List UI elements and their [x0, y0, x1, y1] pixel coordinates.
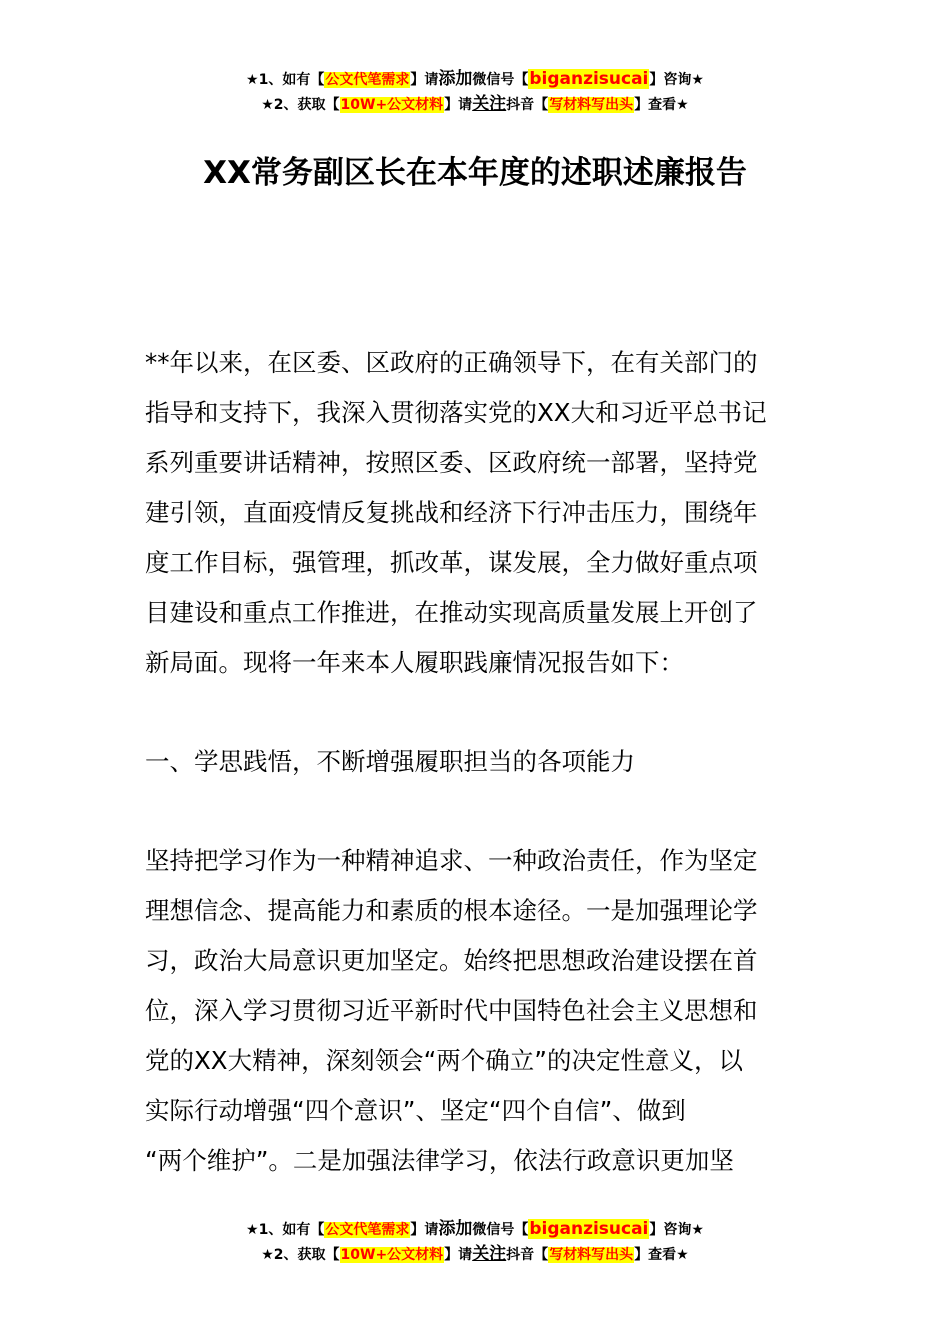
- top-banner: [0, 67, 950, 117]
- banner-line-2: [0, 1242, 950, 1267]
- text-line: 新局面。现将一年来本人履职践廉情况报告如下：: [145, 648, 684, 677]
- banner-text: ★2、获取【: [261, 97, 340, 113]
- banner-highlight: 公文代笔需求: [325, 1222, 410, 1238]
- banner-text: 】请: [444, 97, 473, 113]
- banner-wechat-id: biganzisucai: [529, 69, 649, 89]
- banner-text: ★1、如有【: [246, 72, 325, 88]
- banner-text: 】查看★: [634, 97, 689, 113]
- banner-emphasis: 关注: [472, 94, 507, 114]
- banner-text: 】咨询★: [649, 1222, 704, 1238]
- text-line: 度工作目标，强管理，抓改革，谋发展，全力做好重点项: [145, 548, 758, 577]
- banner-emphasis: 关注: [472, 1244, 507, 1264]
- text-line: 系列重要讲话精神，按照区委、区政府统一部署，坚持党: [145, 448, 758, 477]
- text-line: 建引领，直面疫情反复挑战和经济下行冲击压力，围绕年: [145, 498, 758, 527]
- banner-text: 】请: [410, 72, 439, 88]
- text-line: **年以来，在区委、区政府的正确领导下，在有关部门的: [145, 348, 758, 377]
- section-heading-1: [145, 737, 810, 787]
- banner-douyin-name: 写材料写出头: [549, 1247, 634, 1263]
- banner-text: 微信号【: [472, 1222, 529, 1238]
- section-paragraph-1: [145, 836, 810, 1186]
- banner-line-1: [0, 1217, 950, 1242]
- document-title: XX常务副区长在本年度的述职述廉报告: [203, 155, 747, 191]
- banner-text: 抖音【: [506, 97, 549, 113]
- banner-emphasis: 添加: [438, 69, 473, 89]
- text-line: 习，政治大局意识更加坚定。始终把思想政治建设摆在首: [145, 946, 758, 975]
- banner-highlight: 10W+公文材料: [340, 1247, 444, 1263]
- text-line: 位，深入学习贯彻习近平新时代中国特色社会主义思想和: [145, 996, 758, 1025]
- banner-text: 微信号【: [472, 72, 529, 88]
- text-line: “两个维护”。二是加强法律学习，依法行政意识更加坚: [145, 1146, 734, 1175]
- banner-text: 】咨询★: [649, 72, 704, 88]
- text-line: 坚持把学习作为一种精神追求、一种政治责任，作为坚定: [145, 846, 758, 875]
- banner-line-2: [0, 92, 950, 117]
- banner-text: 抖音【: [506, 1247, 549, 1263]
- banner-text: 】查看★: [634, 1247, 689, 1263]
- banner-highlight: 公文代笔需求: [325, 72, 410, 88]
- banner-douyin-name: 写材料写出头: [549, 97, 634, 113]
- text-line: 指导和支持下，我深入贯彻落实党的XX大和习近平总书记: [145, 398, 767, 427]
- banner-wechat-id: biganzisucai: [529, 1219, 649, 1239]
- banner-emphasis: 添加: [438, 1219, 473, 1239]
- intro-paragraph: [145, 338, 810, 688]
- banner-text: ★2、获取【: [261, 1247, 340, 1263]
- banner-text: 】请: [410, 1222, 439, 1238]
- text-line: 党的XX大精神，深刻领会“两个确立”的决定性意义，以: [145, 1046, 743, 1075]
- heading-text: 一、学思践悟，不断增强履职担当的各项能力: [145, 747, 635, 776]
- banner-highlight: 10W+公文材料: [340, 97, 444, 113]
- text-line: 实际行动增强“四个意识”、坚定“四个自信”、做到: [145, 1096, 686, 1125]
- text-line: 理想信念、提高能力和素质的根本途径。一是加强理论学: [145, 896, 758, 925]
- banner-text: 】请: [444, 1247, 473, 1263]
- text-line: 目建设和重点工作推进，在推动实现高质量发展上开创了: [145, 598, 758, 627]
- banner-text: ★1、如有【: [246, 1222, 325, 1238]
- bottom-banner: [0, 1217, 950, 1267]
- banner-line-1: [0, 67, 950, 92]
